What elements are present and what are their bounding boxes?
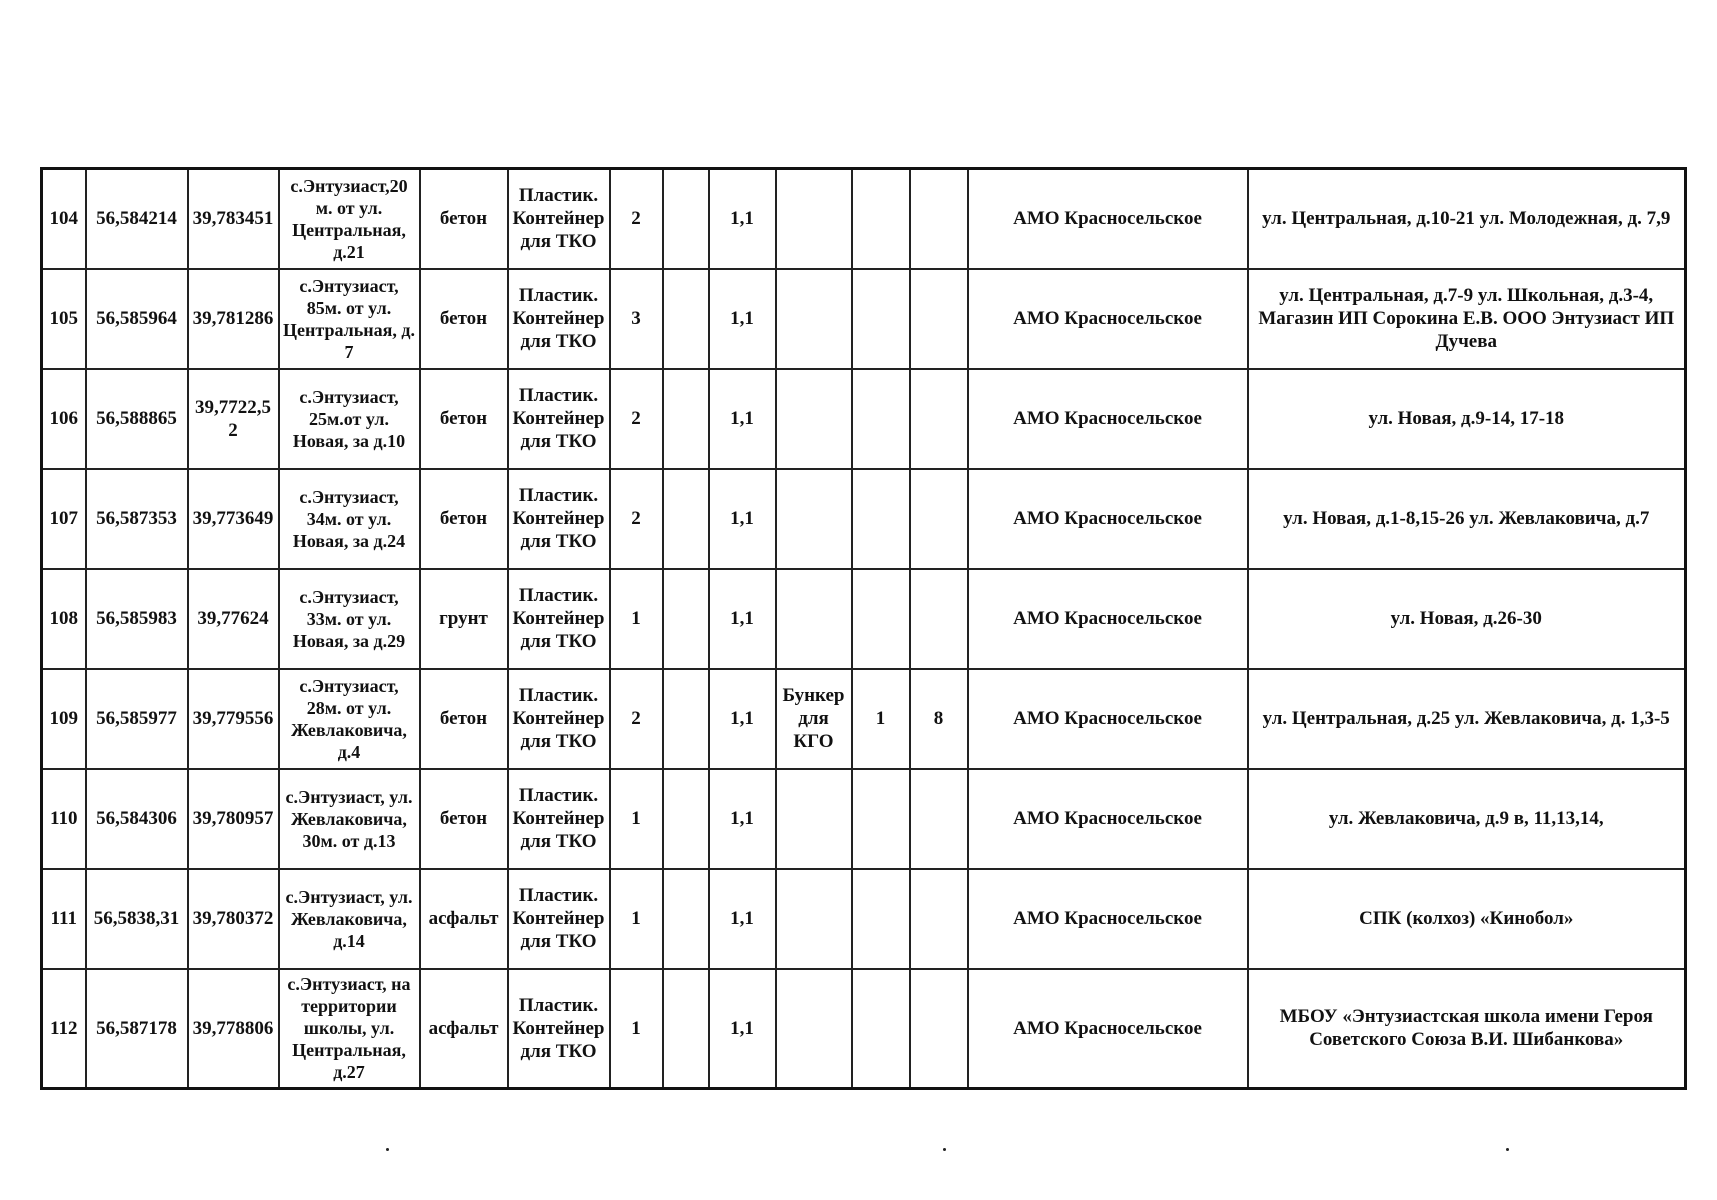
kgo-volume-cell bbox=[910, 869, 968, 969]
kgo-type-cell bbox=[776, 469, 852, 569]
surface-cell: бетон bbox=[420, 469, 508, 569]
kgo-volume-cell bbox=[910, 169, 968, 269]
kgo-type-cell bbox=[776, 769, 852, 869]
container-count-cell: 1 bbox=[610, 869, 663, 969]
container-count-cell: 2 bbox=[610, 669, 663, 769]
surface-cell: бетон bbox=[420, 169, 508, 269]
surface-cell: асфальт bbox=[420, 969, 508, 1089]
served-objects-cell: ул. Жевлаковича, д.9 в, 11,13,14, bbox=[1248, 769, 1686, 869]
latitude-cell: 56,585977 bbox=[86, 669, 188, 769]
served-objects-cell: МБОУ «Энтузиастская школа имени Героя Советского Союза В.И. Шибанкова» bbox=[1248, 969, 1686, 1089]
container-volume-cell: 1,1 bbox=[709, 869, 776, 969]
kgo-type-cell bbox=[776, 869, 852, 969]
location-cell: с.Энтузиаст,20 м. от ул. Центральная, д.21 bbox=[279, 169, 420, 269]
container-type-cell: Пластик. Контейнер для ТКО bbox=[508, 769, 610, 869]
table-row bbox=[42, 869, 1686, 969]
container-count-cell: 1 bbox=[610, 569, 663, 669]
container-volume-cell: 1,1 bbox=[709, 269, 776, 369]
longitude-cell: 39,7722,5 2 bbox=[188, 369, 279, 469]
location-cell: с.Энтузиаст, ул. Жевлаковича, д.14 bbox=[279, 869, 420, 969]
longitude-cell: 39,778806 bbox=[188, 969, 279, 1089]
row-number: 112 bbox=[42, 969, 86, 1089]
latitude-cell: 56,584214 bbox=[86, 169, 188, 269]
owner-cell: АМО Красносельское bbox=[968, 369, 1248, 469]
kgo-count-cell bbox=[852, 369, 910, 469]
scan-speck bbox=[943, 1148, 946, 1151]
kgo-count-cell bbox=[852, 869, 910, 969]
owner-cell: АМО Красносельское bbox=[968, 469, 1248, 569]
table-row bbox=[42, 569, 1686, 669]
row-number: 111 bbox=[42, 869, 86, 969]
table-row bbox=[42, 369, 1686, 469]
container-type-cell: Пластик. Контейнер для ТКО bbox=[508, 869, 610, 969]
latitude-cell: 56,587353 bbox=[86, 469, 188, 569]
kgo-volume-cell bbox=[910, 469, 968, 569]
row-number: 109 bbox=[42, 669, 86, 769]
kgo-volume-cell bbox=[910, 269, 968, 369]
container-count-cell: 2 bbox=[610, 469, 663, 569]
served-objects-cell: ул. Центральная, д.7-9 ул. Школьная, д.3-4, Магазин ИП Сорокина Е.В. ООО Энтузиаст ИП Дучева bbox=[1248, 269, 1686, 369]
kgo-count-cell bbox=[852, 469, 910, 569]
kgo-volume-cell: 8 bbox=[910, 669, 968, 769]
container-volume-cell: 1,1 bbox=[709, 769, 776, 869]
kgo-type-cell bbox=[776, 969, 852, 1089]
container-volume-cell: 1,1 bbox=[709, 369, 776, 469]
location-cell: с.Энтузиаст, ул. Жевлаковича, 30м. от д.13 bbox=[279, 769, 420, 869]
table-body bbox=[42, 169, 1686, 1089]
location-cell: с.Энтузиаст, 28м. от ул. Жевлаковича, д.4 bbox=[279, 669, 420, 769]
surface-cell: бетон bbox=[420, 269, 508, 369]
owner-cell: АМО Красносельское bbox=[968, 969, 1248, 1089]
longitude-cell: 39,779556 bbox=[188, 669, 279, 769]
empty-cell bbox=[663, 269, 709, 369]
row-number: 105 bbox=[42, 269, 86, 369]
served-objects-cell: ул. Новая, д.26-30 bbox=[1248, 569, 1686, 669]
container-count-cell: 1 bbox=[610, 769, 663, 869]
kgo-type-cell bbox=[776, 269, 852, 369]
location-cell: с.Энтузиаст, 34м. от ул. Новая, за д.24 bbox=[279, 469, 420, 569]
location-cell: с.Энтузиаст, 25м.от ул. Новая, за д.10 bbox=[279, 369, 420, 469]
container-type-cell: Пластик. Контейнер для ТКО bbox=[508, 469, 610, 569]
latitude-cell: 56,587178 bbox=[86, 969, 188, 1089]
kgo-volume-cell bbox=[910, 369, 968, 469]
container-type-cell: Пластик. Контейнер для ТКО bbox=[508, 269, 610, 369]
served-objects-cell: ул. Центральная, д.10-21 ул. Молодежная, д. 7,9 bbox=[1248, 169, 1686, 269]
row-number: 108 bbox=[42, 569, 86, 669]
latitude-cell: 56,585983 bbox=[86, 569, 188, 669]
container-volume-cell: 1,1 bbox=[709, 969, 776, 1089]
container-volume-cell: 1,1 bbox=[709, 469, 776, 569]
table-row bbox=[42, 669, 1686, 769]
served-objects-cell: ул. Центральная, д.25 ул. Жевлаковича, д. 1,3-5 bbox=[1248, 669, 1686, 769]
kgo-volume-cell bbox=[910, 769, 968, 869]
empty-cell bbox=[663, 669, 709, 769]
empty-cell bbox=[663, 369, 709, 469]
container-count-cell: 3 bbox=[610, 269, 663, 369]
table-row bbox=[42, 969, 1686, 1089]
kgo-count-cell bbox=[852, 769, 910, 869]
kgo-type-cell: Бункер для КГО bbox=[776, 669, 852, 769]
kgo-count-cell bbox=[852, 269, 910, 369]
kgo-type-cell bbox=[776, 169, 852, 269]
owner-cell: АМО Красносельское bbox=[968, 169, 1248, 269]
table-row bbox=[42, 769, 1686, 869]
owner-cell: АМО Красносельское bbox=[968, 869, 1248, 969]
row-number: 106 bbox=[42, 369, 86, 469]
longitude-cell: 39,783451 bbox=[188, 169, 279, 269]
served-objects-cell: ул. Новая, д.1-8,15-26 ул. Жевлаковича, д.7 bbox=[1248, 469, 1686, 569]
location-cell: с.Энтузиаст, 33м. от ул. Новая, за д.29 bbox=[279, 569, 420, 669]
location-cell: с.Энтузиаст, 85м. от ул. Центральная, д. 7 bbox=[279, 269, 420, 369]
longitude-cell: 39,77624 bbox=[188, 569, 279, 669]
location-cell: с.Энтузиаст, на территории школы, ул. Центральная, д.27 bbox=[279, 969, 420, 1089]
container-type-cell: Пластик. Контейнер для ТКО bbox=[508, 569, 610, 669]
owner-cell: АМО Красносельское bbox=[968, 569, 1248, 669]
kgo-type-cell bbox=[776, 369, 852, 469]
latitude-cell: 56,585964 bbox=[86, 269, 188, 369]
container-count-cell: 2 bbox=[610, 169, 663, 269]
row-number: 110 bbox=[42, 769, 86, 869]
row-number: 104 bbox=[42, 169, 86, 269]
container-sites-table bbox=[40, 167, 1687, 1090]
container-count-cell: 1 bbox=[610, 969, 663, 1089]
longitude-cell: 39,780372 bbox=[188, 869, 279, 969]
scan-speck bbox=[1506, 1148, 1509, 1151]
longitude-cell: 39,781286 bbox=[188, 269, 279, 369]
kgo-volume-cell bbox=[910, 969, 968, 1089]
container-type-cell: Пластик. Контейнер для ТКО bbox=[508, 669, 610, 769]
latitude-cell: 56,5838,31 bbox=[86, 869, 188, 969]
served-objects-cell: СПК (колхоз) «Кинобол» bbox=[1248, 869, 1686, 969]
empty-cell bbox=[663, 769, 709, 869]
container-type-cell: Пластик. Контейнер для ТКО bbox=[508, 969, 610, 1089]
kgo-count-cell bbox=[852, 569, 910, 669]
longitude-cell: 39,780957 bbox=[188, 769, 279, 869]
scan-speck bbox=[386, 1148, 389, 1151]
container-count-cell: 2 bbox=[610, 369, 663, 469]
kgo-count-cell: 1 bbox=[852, 669, 910, 769]
surface-cell: бетон bbox=[420, 769, 508, 869]
longitude-cell: 39,773649 bbox=[188, 469, 279, 569]
surface-cell: бетон bbox=[420, 669, 508, 769]
kgo-type-cell bbox=[776, 569, 852, 669]
empty-cell bbox=[663, 169, 709, 269]
kgo-count-cell bbox=[852, 969, 910, 1089]
latitude-cell: 56,584306 bbox=[86, 769, 188, 869]
table-row bbox=[42, 169, 1686, 269]
empty-cell bbox=[663, 869, 709, 969]
table-row bbox=[42, 469, 1686, 569]
surface-cell: асфальт bbox=[420, 869, 508, 969]
surface-cell: бетон bbox=[420, 369, 508, 469]
empty-cell bbox=[663, 969, 709, 1089]
empty-cell bbox=[663, 569, 709, 669]
container-type-cell: Пластик. Контейнер для ТКО bbox=[508, 369, 610, 469]
container-volume-cell: 1,1 bbox=[709, 569, 776, 669]
owner-cell: АМО Красносельское bbox=[968, 769, 1248, 869]
served-objects-cell: ул. Новая, д.9-14, 17-18 bbox=[1248, 369, 1686, 469]
owner-cell: АМО Красносельское bbox=[968, 669, 1248, 769]
owner-cell: АМО Красносельское bbox=[968, 269, 1248, 369]
table-row bbox=[42, 269, 1686, 369]
surface-cell: грунт bbox=[420, 569, 508, 669]
kgo-count-cell bbox=[852, 169, 910, 269]
row-number: 107 bbox=[42, 469, 86, 569]
empty-cell bbox=[663, 469, 709, 569]
kgo-volume-cell bbox=[910, 569, 968, 669]
latitude-cell: 56,588865 bbox=[86, 369, 188, 469]
container-volume-cell: 1,1 bbox=[709, 169, 776, 269]
container-volume-cell: 1,1 bbox=[709, 669, 776, 769]
container-type-cell: Пластик. Контейнер для ТКО bbox=[508, 169, 610, 269]
